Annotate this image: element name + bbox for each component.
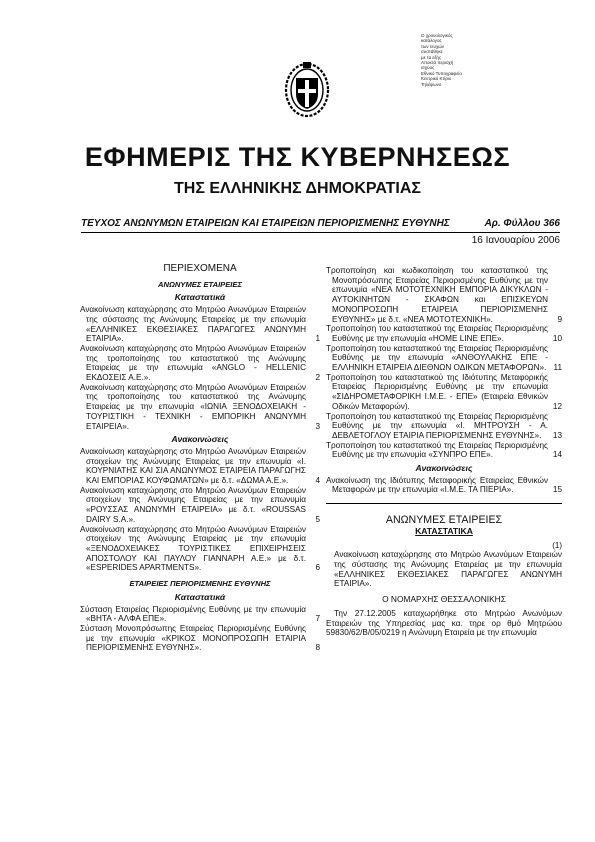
side-note-line: ισχύος: [421, 65, 435, 71]
side-note-line: των τευχών: [421, 43, 444, 49]
issue-type: ΤΕΥΧΟΣ ΑΝΩΝΥΜΩΝ ΕΤΑΙΡΕΙΩΝ ΚΑΙ ΕΤΑΙΡΕΙΩΝ ΠΕΡΙΟΡΙΣΜΕΝΗΣ ΕΥΘΥΝΗΣ: [81, 218, 450, 229]
toc-item-text: Τροποποίηση του καταστατικού της Εταιρείας Περιορισμένης Ευθύνης με την επωνυμία «HOME LINE ΕΠΕ».: [326, 324, 548, 343]
side-note-line: με τα εξής: [421, 54, 442, 60]
toc-item-text: Τροποποίηση του καταστατικού της Ιδιότυπης Μεταφορικής Εταιρείας Περιορισμένης Ευθύνης με την επωνυμία «ΣΙΔΗΡΟΜΕΤΑΦΟΡΙΚΗ Ι.Μ.Ε. - ΕΠΕ» (Εταιρεία Εθνικών Οδικών Μεταφορών).: [326, 372, 548, 411]
section-divider: [326, 503, 562, 504]
toc-item[interactable]: [326, 441, 562, 460]
toc-item-text: Σύσταση Μονοπρόσωπης Εταιρείας Περιορισμένης Ευθύνης με την επωνυμία «ΚΡΙΚΟΣ ΜΟΝΟΠΡΟΣΩΠΗ ΕΤΑΙΡΙΑ ΠΕΡΙΟΡΙΣΜΕΝΗΣ ΕΥΘΥΝΗΣ».: [80, 623, 306, 653]
sheet-number: Αρ. Φύλλου 366: [484, 218, 560, 229]
toc-sub-statutes-epe: Καταστατικά: [174, 591, 226, 602]
toc-page: 11: [553, 363, 562, 373]
toc-item-text: Ανακοίνωση καταχώρησης στο Μητρώο Ανωνύμων Εταιρειών της τροποποίησης του καταστατικού της Ανώνυμης Εταιρείας με την επωνυμία «ΙΩΝΙΑ ΞΕΝΟΔΟΧΕΙΑΚΗ - ΤΟΥΡΙΣΤΙΚΗ - ΤΕΧΝΙΚΗ - ΕΜΠΟΡΙΚΗ ΑΝΩΝΥΜΗ ΕΤΑΙΡΕΙΑ».: [80, 382, 306, 431]
toc-item[interactable]: [80, 486, 320, 525]
toc-page: 5: [315, 514, 320, 524]
toc-item[interactable]: [326, 344, 562, 373]
toc-item-text: Ανακοίνωση καταχώρησης στο Μητρώο Ανωνύμων Εταιρειών της τροποποίησης του καταστατικού της Ανώνυμης Εταιρείας με την επωνυμία «ANGLO - HELLENIC ΕΚΔΟΣΕΙΣ Α.Ε.».: [80, 343, 306, 383]
toc-item-text: Ανακοίνωση της Ιδιότυπης Μεταφορικής Εταιρείας Εθνικών Μεταφορών με την επωνυμία «Ι.Μ.Ε. ΤΑ ΠΙΕΡΙΑ».: [326, 475, 548, 495]
toc-heading: ΠΕΡΙΕΧΟΜΕΝΑ: [163, 263, 237, 274]
toc-page: 1: [315, 334, 320, 344]
toc-item-text: Ανακοίνωση καταχώρησης στο Μητρώο Ανωνύμων Εταιρειών στοιχείων της Ανώνυμης Εταιρείας με την επωνυμία «Ι. ΚΟΥΡΝΙΑΤΗΣ ΚΑΙ ΣΙΑ ΑΝΩΝΥΜΟΣ ΕΤΑΙΡΕΙΑ ΠΑΡΑΓΩΓΗΣ ΚΑΙ ΕΜΠΟΡΙΑΣ ΚΟΥΦΩΜΑΤΩΝ» με δ.τ. «ΔΩΜΑ Α.Ε.».: [80, 446, 306, 486]
toc-item[interactable]: [80, 605, 320, 624]
side-note-line: Εθνικό Τυπογραφείο: [421, 70, 462, 76]
side-note: [421, 33, 521, 87]
toc-item-text: Ανακοίνωση καταχώρησης στο Μητρώο Ανωνύμων Εταιρειών στοιχείων της Ανώνυμης Εταιρείας με την επωνυμία «ΡΟΥΣΣΑΣ ΑΝΩΝΥΜΗ ΕΤΑΙΡΕΙΑ» με δ.τ. «ROUSSAS DAIRY S.A.».: [80, 485, 306, 524]
announcement-text: Την 27.12.2005 καταχωρήθηκε στο Μητρώο Ανωνύμων Εταιρειών της Υπηρεσίας μας κα. τηρε ορ θμό Μητρώου 59830/62/Β/05/0219 η Ανώνυμη Εταιρεία με την επωνυμία: [326, 608, 562, 638]
toc-right-column: [326, 266, 562, 638]
side-note-line: συστάθηκε: [421, 49, 443, 55]
side-note-line: Κεντρικό Κτίριο: [421, 76, 452, 82]
toc-section-ae: ΑΝΩΝΥΜΕΣ ΕΤΑΙΡΕΙΕΣ: [158, 279, 242, 289]
side-note-line: κατάλογος: [421, 38, 442, 44]
toc-item-text: Τροποποίηση του καταστατικού της Εταιρείας Περιορισμένης Ευθύνης με την επωνυμία «ΑΝΘΟΥΛΑΚΗΣ ΕΠΕ - ΕΛΛΗΝΙΚΗ ΕΤΑΙΡΕΙΑ ΔΙΕΘΝΩΝ ΟΔΙΚΩΝ ΜΕΤΑΦΟΡΩΝ».: [326, 343, 548, 373]
body-heading: ΑΝΩΝΥΜΕΣ ΕΤΑΙΡΕΙΕΣ: [385, 514, 503, 527]
toc-page: 9: [557, 314, 562, 324]
toc-page: 12: [552, 401, 562, 411]
header-rule: [81, 232, 560, 233]
toc-page: 15: [552, 485, 562, 495]
toc-page: 3: [315, 421, 320, 431]
body-subheading: ΚΑΤΑΣΤΑΤΙΚΑ: [415, 525, 473, 536]
announcement-number: (1): [552, 540, 562, 550]
toc-sub-announcements-epe: Ανακοινώσεις: [415, 463, 473, 474]
issue-date: 16 Ιανουαρίου 2006: [471, 235, 560, 246]
gazette-title: ΕΦΗΜΕΡΙΣ ΤΗΣ ΚΥΒΕΡΝΗΣΕΩΣ: [84, 142, 511, 172]
toc-item[interactable]: [326, 324, 562, 343]
toc-item[interactable]: [80, 344, 320, 383]
authority-heading: Ο ΝΟΜΑΡΧΗΣ ΘΕΣΣΑΛΟΝΙΚΗΣ: [382, 594, 506, 605]
side-note-line: Τηλέφωνο: [421, 81, 442, 87]
announcement-intro: Ανακοίνωση καταχώρησης στο Μητρώο Ανωνύμων Εταιρειών της σύστασης της Ανώνυμης Εταιρείας με την επωνυμία «ΕΛΛΗΝΙΚΕΣ ΕΚΘΕΣΙΑΚΕΣ ΠΑΡΑΓΩΓΕΣ ΑΝΩΝΥΜΗ ΕΤΑΙΡΙΑ».: [334, 550, 562, 589]
toc-item-text: Σύσταση Εταιρείας Περιορισμένης Ευθύνης με την επωνυμία «ΒΗΤΑ - ΑΛΦΑ ΕΠΕ».: [80, 604, 306, 624]
toc-page: 2: [315, 373, 320, 383]
toc-page: 13: [552, 430, 562, 440]
toc-item[interactable]: [80, 447, 320, 486]
toc-item[interactable]: [80, 383, 320, 432]
issue-line: [81, 218, 560, 229]
toc-item[interactable]: [80, 624, 320, 653]
greek-coat-of-arms-emblem: [283, 56, 331, 120]
toc-item[interactable]: [326, 476, 562, 495]
toc-item-text: Τροποποίηση του καταστατικού της Εταιρείας Περιορισμένης Ευθύνης με την επωνυμία «ΣΥΝΠΡΟ ΕΠΕ».: [326, 440, 548, 460]
toc-page: 6: [315, 563, 320, 573]
toc-sub-statutes: Καταστατικά: [174, 292, 226, 303]
toc-item-text: Τροποποίηση και κωδικοποίηση του καταστατικού της Μονοπρόσωπης Εταιρείας Περιορισμένης Ευθύνης με την επωνυμία «ΝΕΑ ΜΟΤΟΤΕΧΝΙΚΗ ΕΜΠΟΡΙΑ ΔΙΚΥΚΛΩΝ - ΑΥΤΟΚΙΝΗΤΩΝ - ΣΚΑΦΩΝ και ΕΠΙΣΚΕΥΩΝ ΜΟΝΟΠΡΟΣΩΠΗ ΕΤΑΙΡΕΙΑ ΠΕΡΙΟΡΙΣΜΕΝΗΣ ΕΥΘΥΝΗΣ» με δ.τ. «ΝΕΑ ΜΟΤΟΤΕΧΝΙΚΗ».: [326, 266, 548, 324]
toc-item-text: Τροποποίηση του καταστατικού της Εταιρείας Περιορισμένης Ευθύνης με την επωνυμία «Ι. ΜΗΤΡΟΥΣΗ - Α. ΔΕΒΛΕΤΟΓΛΟΥ ΕΤΑΙΡΙΑ ΠΕΡΙΟΡΙΣΜΕΝΗΣ ΕΥΘΥΝΗΣ».: [326, 411, 548, 440]
gazette-subtitle: ΤΗΣ ΕΛΛΗΝΙΚΗΣ ΔΗΜΟΚΡΑΤΙΑΣ: [174, 180, 421, 197]
toc-page: 7: [315, 614, 320, 624]
side-note-line: Αποκτά περιοχή: [421, 60, 454, 66]
side-note-line: Ο χρονολογικός: [421, 33, 453, 38]
toc-left-column: [80, 264, 320, 653]
toc-page: 10: [552, 333, 562, 343]
toc-item-text: Ανακοίνωση καταχώρησης στο Μητρώο Ανωνύμων Εταιρειών στοιχείων της Ανώνυμης Εταιρείας με την επωνυμία «ΞΕΝΟΔΟΧΕΙΑΚΕΣ ΤΟΥΡΙΣΤΙΚΕΣ ΕΠΙΧΕΙΡΗΣΕΙΣ ΑΠΟΣΤΟΛΟΥ ΚΑΙ ΠΑΥΛΟΥ ΓΙΑΝΝΑΡΗ Α.Ε.» με δ.τ. «ESPERIDES APARTMENTS».: [80, 524, 306, 573]
toc-page: 8: [315, 643, 320, 653]
toc-page: 14: [552, 450, 562, 460]
toc-item[interactable]: [326, 412, 562, 441]
toc-page: 4: [315, 476, 320, 486]
toc-item[interactable]: [80, 305, 320, 344]
toc-sub-announcements: Ανακοινώσεις: [171, 434, 229, 445]
toc-item[interactable]: [326, 373, 562, 412]
toc-item[interactable]: [326, 266, 562, 324]
toc-section-epe: ΕΤΑΙΡΕΙΕΣ ΠΕΡΙΟΡΙΣΜΕΝΗΣ ΕΥΘΥΝΗΣ: [129, 579, 271, 589]
toc-item-text: Ανακοίνωση καταχώρησης στο Μητρώο Ανωνύμων Εταιρειών της σύστασης της Ανώνυμης Εταιρείας με την επωνυμία «ΕΛΛΗΝΙΚΕΣ ΕΚΘΕΣΙΑΚΕΣ ΠΑΡΑΓΩΓΕΣ ΑΝΩΝΥΜΗ ΕΤΑΙΡΙΑ».: [80, 305, 306, 344]
toc-item[interactable]: [80, 525, 320, 574]
